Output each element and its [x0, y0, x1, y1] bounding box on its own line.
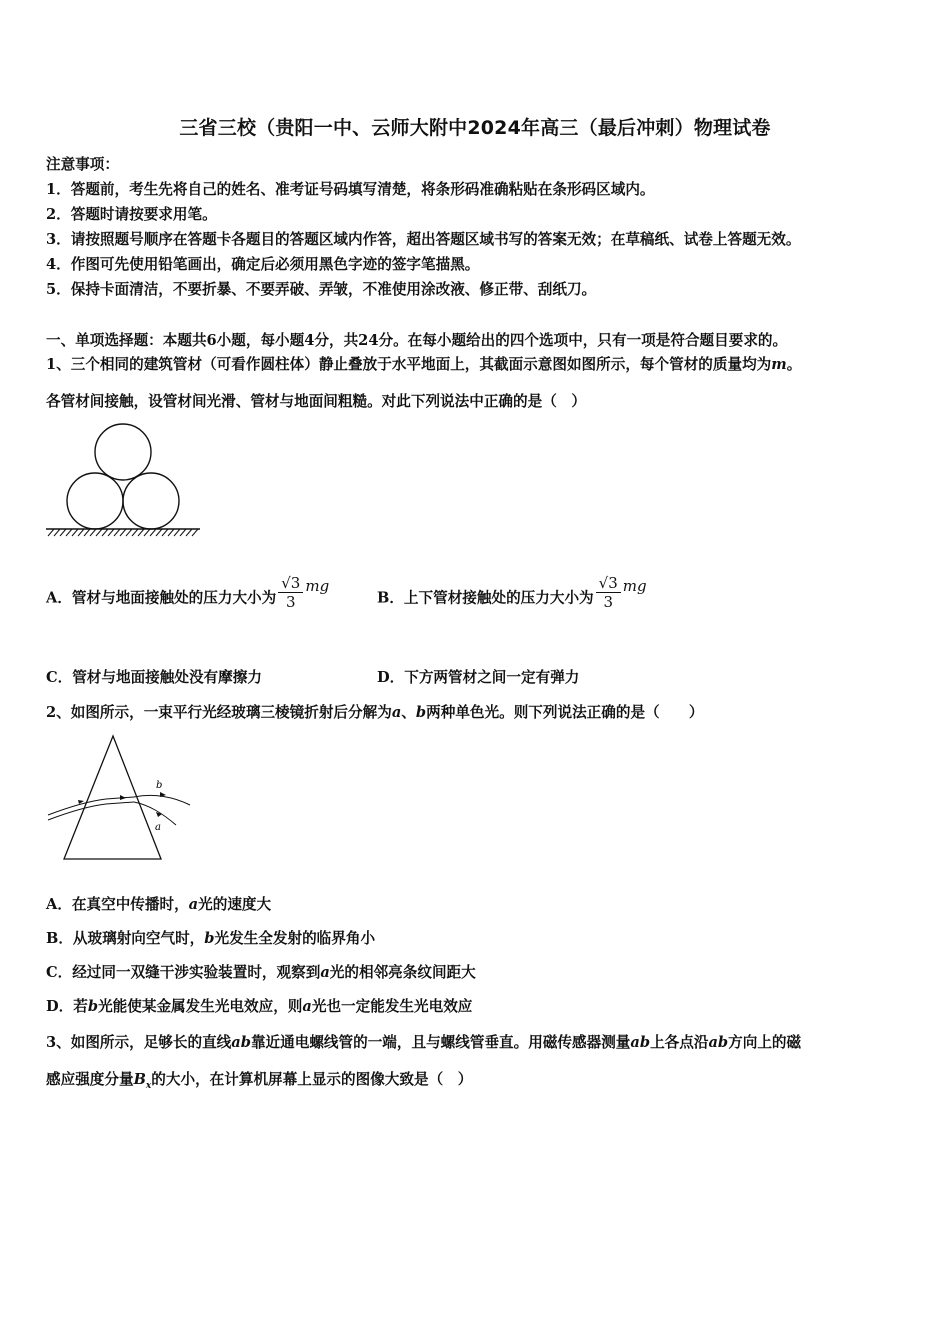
- q2-option-d-text: D．若: [46, 998, 88, 1015]
- ray-b-label: b: [156, 780, 163, 791]
- q2-option-a-text: A．在真空中传播时，: [46, 896, 189, 913]
- q1-text: 1、三个相同的建筑管材（可看作圆柱体）静止叠放于水平地面上，其截面示意图如图所示，每个管材的质量均为: [46, 356, 772, 373]
- notice-item: 5．保持卡面清洁，不要折暴、不要弄破、弄皱，不准使用涂改液、修正带、刮纸刀。: [46, 281, 597, 298]
- q2-stem-text: 2、如图所示，一束平行光经玻璃三棱镜折射后分解为: [46, 704, 392, 721]
- section-heading: 一、单项选择题：本题共6小题，每小题4分，共24分。在每小题给出的四个选项中，只有一项是符合题目要求的。: [46, 332, 788, 349]
- fraction-numerator: √3: [596, 574, 621, 593]
- fraction-denominator: 3: [286, 593, 296, 611]
- bx-symbol: B: [133, 1071, 146, 1088]
- q3-text-mid: 靠近通电螺线管的一端，且与螺线管垂直。用磁传感器测量: [250, 1034, 631, 1051]
- notice-item: 3．请按照题号顺序在答题卡各题目的答题区域内作答，超出答题区域书写的答案无效；在草稿纸、试卷上答题无效。: [46, 231, 801, 248]
- q1-text-end: 。: [786, 356, 802, 373]
- question-2-stem: [46, 701, 703, 722]
- q2-stem-text-end: 两种单色光。则下列说法正确的是（ ）: [426, 704, 704, 721]
- mg-symbol: mg: [305, 576, 330, 595]
- q2-option-a-text-end: 光的速度大: [198, 896, 272, 913]
- light-a-symbol: a: [302, 998, 312, 1015]
- fraction-denominator: 3: [603, 593, 613, 611]
- ray-a-label: a: [155, 822, 161, 833]
- q2-option-b-text: B．从玻璃射向空气时，: [46, 930, 205, 947]
- q1-option-c: C．管材与地面接触处没有摩擦力: [46, 669, 262, 686]
- q1-option-a: [46, 574, 330, 617]
- q1-option-b-text: B．上下管材接触处的压力大小为: [377, 589, 594, 607]
- question-3-stem-line1: [46, 1031, 801, 1052]
- q2-option-d: [46, 995, 472, 1016]
- question-3-stem-line2: [46, 1068, 472, 1091]
- page-title: 三省三校（贵阳一中、云师大附中2024年高三（最后冲刺）物理试卷: [179, 117, 771, 139]
- mass-symbol: m: [771, 356, 787, 373]
- q2-option-a: [46, 893, 271, 914]
- q2-option-b-text-end: 光发生全发射的临界角小: [214, 930, 376, 947]
- mg-symbol: mg: [622, 576, 647, 595]
- notice-item: 1．答题前，考生先将自己的姓名、准考证号码填写清楚，将条形码准确粘贴在条形码区域内。: [46, 181, 655, 198]
- q2-separator: 、: [401, 704, 416, 721]
- q1-option-d: D．下方两管材之间一定有弹力: [377, 669, 580, 686]
- bx-subscript: x: [145, 1080, 152, 1091]
- q2-option-d-text-end: 光也一定能发生光电效应: [311, 998, 473, 1015]
- notice-heading: 注意事项：: [46, 156, 119, 173]
- light-a-symbol: a: [391, 704, 402, 721]
- q2-option-c-text-end: 光的相邻亮条纹间距大: [329, 964, 476, 981]
- sqrt3-over-3-fraction: [278, 574, 303, 611]
- question-1-stem-line1: [46, 353, 801, 374]
- q2-option-b: [46, 927, 375, 948]
- sqrt3-over-3-fraction: [596, 574, 621, 611]
- q2-option-c: [46, 961, 476, 982]
- q1-option-b: [377, 574, 647, 617]
- fraction-numerator: √3: [278, 574, 303, 593]
- q3-text-line2-end: 的大小，在计算机屏幕上显示的图像大致是（ ）: [151, 1071, 473, 1088]
- notice-item: 2．答题时请按要求用笔。: [46, 206, 217, 223]
- question-1-stem-line2: 各管材间接触，设管材间光滑、管材与地面间粗糙。对此下列说法中正确的是（ ）: [46, 393, 586, 410]
- light-a-symbol: a: [188, 896, 199, 913]
- notice-item: 4．作图可先使用铅笔画出，确定后必须用黑色字迹的签字笔描黑。: [46, 256, 480, 273]
- q3-text: 3、如图所示，足够长的直线: [46, 1034, 232, 1051]
- q2-option-d-text-mid: 光能使某金属发生光电效应，则: [98, 998, 303, 1015]
- line-ab-symbol: ab: [231, 1034, 251, 1051]
- stacked-pipes-figure: [44, 422, 204, 542]
- light-b-symbol: b: [87, 998, 99, 1015]
- q3-text-mid2: 上各点沿: [650, 1034, 709, 1051]
- line-ab-symbol: ab: [708, 1034, 729, 1051]
- q3-text-line2: 感应强度分量: [46, 1071, 134, 1088]
- light-b-symbol: b: [204, 930, 215, 947]
- light-a-symbol: a: [320, 964, 330, 981]
- q2-option-c-text: C．经过同一双缝干涉实验装置时，观察到: [46, 964, 321, 981]
- line-ab-symbol: ab: [630, 1034, 651, 1051]
- prism-figure: [44, 733, 194, 863]
- q1-option-a-text: A．管材与地面接触处的压力大小为: [46, 589, 277, 607]
- q3-text-end: 方向上的磁: [728, 1034, 802, 1051]
- light-b-symbol: b: [415, 704, 427, 721]
